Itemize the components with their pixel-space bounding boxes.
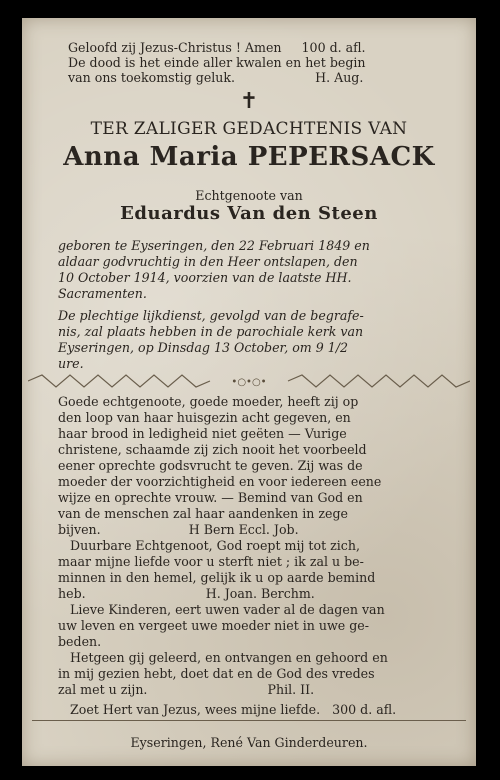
header-line-3: van ons toekomstig geluk. H. Aug. xyxy=(68,70,364,85)
spouse-name: Eduardus Van den Steen xyxy=(120,203,378,224)
body-line: zal met u zijn. Phil. II. xyxy=(58,682,315,697)
header-line-2: De dood is het einde aller kwalen en het begin xyxy=(68,55,366,70)
funeral-line-2: nis, zal plaats hebben in de parochiale kerk van xyxy=(58,324,364,339)
body-line: heb. H. Joan. Berchm. xyxy=(58,586,315,601)
birth-line-2: aldaar godvruchtig in den Heer ontslapen, den xyxy=(58,254,358,269)
birth-line-4: Sacramenten. xyxy=(58,286,147,301)
printer-footer: Eyseringen, René Van Ginderdeuren. xyxy=(130,735,368,750)
ornament-divider xyxy=(28,374,470,388)
memorial-card xyxy=(22,18,476,766)
body-line: christene, schaamde zij zich nooit het voorbeeld xyxy=(58,442,367,457)
body-line: Lieve Kinderen, eert uwen vader al de dagen van xyxy=(58,602,385,617)
funeral-line-1: De plechtige lijkdienst, gevolgd van de begrafe- xyxy=(58,308,364,323)
body-line: Hetgeen gij geleerd, en ontvangen en gehoord en xyxy=(58,650,388,665)
birth-line-3: 10 October 1914, voorzien van de laatste HH. xyxy=(58,270,352,285)
body-line: Goede echtgenoote, goede moeder, heeft zij op xyxy=(58,394,359,409)
header-line-1: Geloofd zij Jezus-Christus ! Amen 100 d. afl. xyxy=(68,40,366,55)
deceased-name: Anna Maria PEPERSACK xyxy=(63,142,435,172)
svg-text:•○•○•: •○•○• xyxy=(231,377,267,388)
body-line: Duurbare Echtgenoot, God roept mij tot zich, xyxy=(58,538,360,553)
body-line: van de menschen zal haar aandenken in zege xyxy=(58,506,348,521)
body-line: bijven. H Bern Eccl. Job. xyxy=(58,522,299,537)
memorial-heading: TER ZALIGER GEDACHTENIS VAN xyxy=(90,119,408,139)
body-line: maar mijne liefde voor u sterft niet ; ik zal u be- xyxy=(58,554,364,569)
body-line: in mij gezien hebt, doet dat en de God des vredes xyxy=(58,666,375,681)
birth-line-1: geboren te Eyseringen, den 22 Februari 1849 en xyxy=(58,238,370,253)
body-line: eener oprechte godsvrucht te geven. Zij was de xyxy=(58,458,363,473)
body-line: Zoet Hert van Jezus, wees mijne liefde. 300 d. afl. xyxy=(58,702,397,717)
cross-icon: ✝ xyxy=(239,89,259,114)
body-line: wijze en oprechte vrouw. — Bemind van God en xyxy=(58,490,363,505)
body-line: uw leven en vergeet uwe moeder niet in uwe ge- xyxy=(58,618,370,633)
body-line: moeder der voorzichtigheid en voor iedereen eene xyxy=(58,474,382,489)
funeral-line-4: ure. xyxy=(58,356,84,371)
spouse-label: Echtgenoote van xyxy=(195,188,303,203)
body-line: beden. xyxy=(58,634,102,649)
body-line: den loop van haar huisgezin acht gegeven, en xyxy=(58,410,351,425)
funeral-line-3: Eyseringen, op Dinsdag 13 October, om 9 1/2 xyxy=(58,340,349,355)
body-line: minnen in den hemel, gelijk ik u op aarde bemind xyxy=(58,570,376,585)
footer-divider xyxy=(32,720,466,721)
body-line: haar brood in ledigheid niet geëten — Vurige xyxy=(58,426,347,441)
